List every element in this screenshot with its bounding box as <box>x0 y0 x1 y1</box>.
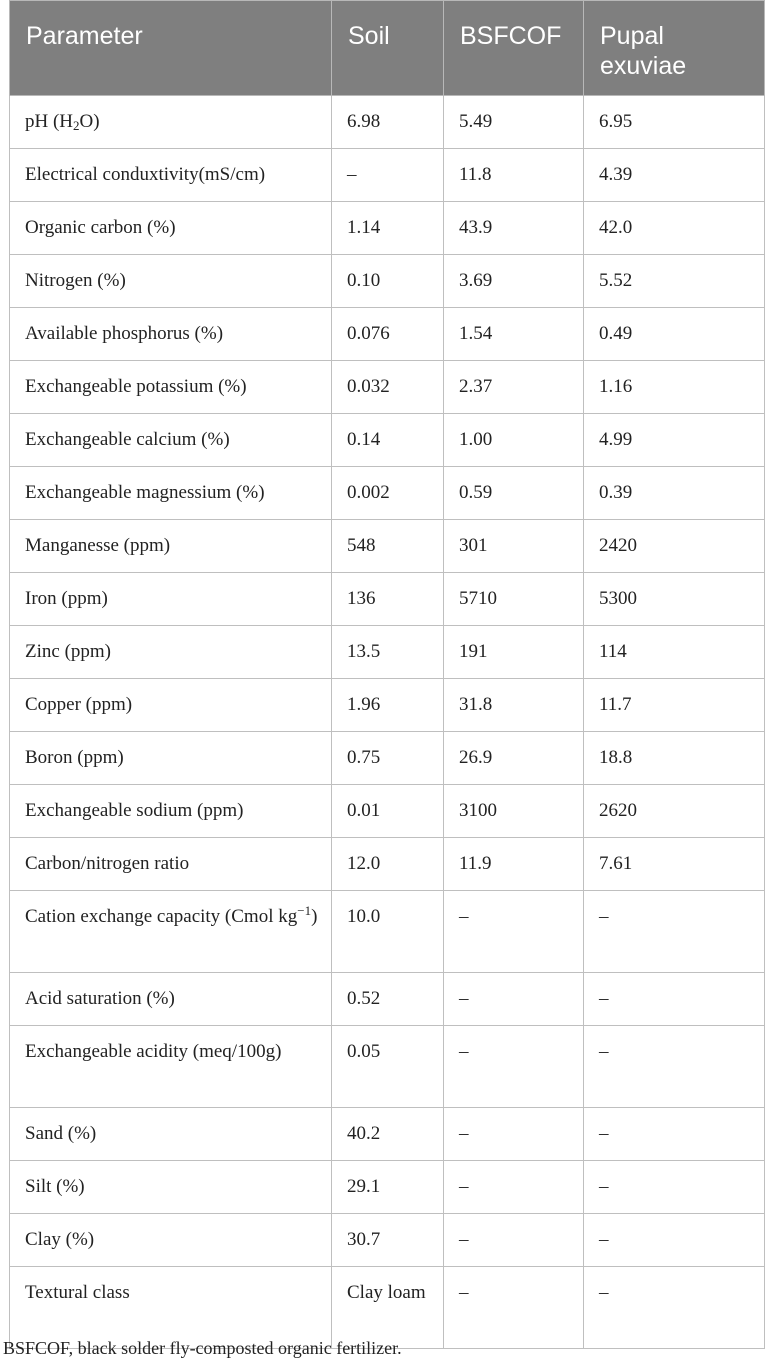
table-row <box>10 679 765 732</box>
cell-parameter-text: Cation exchange capacity (Cmol kg <box>25 906 298 927</box>
cell-bsfcof: 2.37 <box>444 361 584 414</box>
cell-soil: 1.96 <box>332 679 444 732</box>
cell-parameter: Copper (ppm) <box>10 679 332 732</box>
cell-parameter: Organic carbon (%) <box>10 202 332 255</box>
table-row <box>10 785 765 838</box>
cell-parameter-superscript: −1 <box>297 903 312 918</box>
cell-soil: 10.0 <box>332 891 444 973</box>
cell-soil: 30.7 <box>332 1214 444 1267</box>
cell-pupal-exuviae: 4.39 <box>584 149 765 202</box>
cell-parameter: Exchangeable calcium (%) <box>10 414 332 467</box>
cell-pupal-exuviae: – <box>584 1161 765 1214</box>
table-row <box>10 96 765 149</box>
cell-bsfcof: 3.69 <box>444 255 584 308</box>
cell-bsfcof: 301 <box>444 520 584 573</box>
cell-bsfcof: 1.54 <box>444 308 584 361</box>
cell-parameter-subscript: 2 <box>73 118 80 133</box>
cell-parameter-text: pH (H <box>25 111 74 132</box>
cell-parameter: Acid saturation (%) <box>10 973 332 1026</box>
cell-parameter: Textural class <box>10 1267 332 1349</box>
cell-bsfcof: – <box>444 1161 584 1214</box>
table-row <box>10 149 765 202</box>
cell-pupal-exuviae: 5300 <box>584 573 765 626</box>
table-row <box>10 1214 765 1267</box>
cell-bsfcof: 3100 <box>444 785 584 838</box>
header-bsfcof: BSFCOF <box>444 1 584 96</box>
cell-pupal-exuviae: 42.0 <box>584 202 765 255</box>
header-pupal-exuviae: Pupal exuviae <box>584 1 765 96</box>
cell-parameter: Carbon/nitrogen ratio <box>10 838 332 891</box>
table-container <box>9 0 764 1349</box>
table-row <box>10 520 765 573</box>
cell-pupal-exuviae: 6.95 <box>584 96 765 149</box>
cell-parameter <box>10 96 332 149</box>
cell-parameter: Available phosphorus (%) <box>10 308 332 361</box>
cell-parameter <box>10 891 332 973</box>
table-row <box>10 973 765 1026</box>
cell-pupal-exuviae: 7.61 <box>584 838 765 891</box>
cell-bsfcof: 5.49 <box>444 96 584 149</box>
cell-bsfcof: 11.9 <box>444 838 584 891</box>
table-row <box>10 255 765 308</box>
cell-bsfcof: 26.9 <box>444 732 584 785</box>
cell-soil: 40.2 <box>332 1108 444 1161</box>
cell-bsfcof: 1.00 <box>444 414 584 467</box>
cell-soil: 136 <box>332 573 444 626</box>
cell-soil: 29.1 <box>332 1161 444 1214</box>
cell-pupal-exuviae: – <box>584 1026 765 1108</box>
cell-parameter: Silt (%) <box>10 1161 332 1214</box>
cell-soil: 0.75 <box>332 732 444 785</box>
cell-parameter: Exchangeable sodium (ppm) <box>10 785 332 838</box>
cell-pupal-exuviae: 4.99 <box>584 414 765 467</box>
cell-parameter-text: O) <box>79 111 100 132</box>
table-row <box>10 1026 765 1108</box>
table-row <box>10 467 765 520</box>
cell-parameter-text: ) <box>311 906 318 927</box>
cell-soil: 0.076 <box>332 308 444 361</box>
table-row <box>10 1108 765 1161</box>
cell-bsfcof: 43.9 <box>444 202 584 255</box>
cell-soil: 0.10 <box>332 255 444 308</box>
table-row <box>10 626 765 679</box>
cell-pupal-exuviae: 5.52 <box>584 255 765 308</box>
cell-parameter: Sand (%) <box>10 1108 332 1161</box>
cell-pupal-exuviae: – <box>584 1214 765 1267</box>
cell-parameter: Electrical conduxtivity(mS/cm) <box>10 149 332 202</box>
header-soil: Soil <box>332 1 444 96</box>
cell-soil: 0.05 <box>332 1026 444 1108</box>
cell-soil: 0.002 <box>332 467 444 520</box>
cell-parameter: Exchangeable potassium (%) <box>10 361 332 414</box>
table-row <box>10 414 765 467</box>
cell-pupal-exuviae: 2420 <box>584 520 765 573</box>
soil-parameters-table <box>9 0 765 1349</box>
table-body <box>10 96 765 1349</box>
cell-soil: 6.98 <box>332 96 444 149</box>
cell-bsfcof: – <box>444 891 584 973</box>
table-row <box>10 1267 765 1349</box>
cell-soil: 0.14 <box>332 414 444 467</box>
cell-bsfcof: – <box>444 973 584 1026</box>
cell-parameter: Manganesse (ppm) <box>10 520 332 573</box>
cell-pupal-exuviae: 0.39 <box>584 467 765 520</box>
cell-bsfcof: – <box>444 1026 584 1108</box>
table-row <box>10 361 765 414</box>
table-header-row <box>10 1 765 96</box>
cell-bsfcof: 0.59 <box>444 467 584 520</box>
cell-bsfcof: – <box>444 1267 584 1349</box>
table-footnote: BSFCOF, black solder fly-composted organic fertilizer. <box>3 1338 402 1358</box>
table-row <box>10 838 765 891</box>
cell-bsfcof: 191 <box>444 626 584 679</box>
cell-soil: 13.5 <box>332 626 444 679</box>
table-row <box>10 573 765 626</box>
cell-parameter: Iron (ppm) <box>10 573 332 626</box>
cell-soil: 0.01 <box>332 785 444 838</box>
cell-bsfcof: – <box>444 1108 584 1161</box>
cell-pupal-exuviae: 11.7 <box>584 679 765 732</box>
cell-bsfcof: 11.8 <box>444 149 584 202</box>
cell-parameter: Exchangeable acidity (meq/100g) <box>10 1026 332 1108</box>
table-row <box>10 202 765 255</box>
cell-parameter: Zinc (ppm) <box>10 626 332 679</box>
cell-bsfcof: 5710 <box>444 573 584 626</box>
cell-soil: 0.52 <box>332 973 444 1026</box>
cell-parameter: Clay (%) <box>10 1214 332 1267</box>
cell-soil: Clay loam <box>332 1267 444 1349</box>
header-parameter: Parameter <box>10 1 332 96</box>
table-row <box>10 891 765 973</box>
cell-pupal-exuviae: – <box>584 891 765 973</box>
cell-bsfcof: 31.8 <box>444 679 584 732</box>
cell-pupal-exuviae: 1.16 <box>584 361 765 414</box>
cell-parameter: Exchangeable magnessium (%) <box>10 467 332 520</box>
cell-pupal-exuviae: 18.8 <box>584 732 765 785</box>
cell-pupal-exuviae: 0.49 <box>584 308 765 361</box>
cell-pupal-exuviae: 2620 <box>584 785 765 838</box>
cell-pupal-exuviae: – <box>584 1267 765 1349</box>
table-row <box>10 1161 765 1214</box>
cell-pupal-exuviae: – <box>584 973 765 1026</box>
cell-soil: 0.032 <box>332 361 444 414</box>
cell-pupal-exuviae: 114 <box>584 626 765 679</box>
table-row <box>10 732 765 785</box>
cell-bsfcof: – <box>444 1214 584 1267</box>
table-row <box>10 308 765 361</box>
cell-soil: 548 <box>332 520 444 573</box>
cell-soil: – <box>332 149 444 202</box>
cell-soil: 12.0 <box>332 838 444 891</box>
cell-parameter: Nitrogen (%) <box>10 255 332 308</box>
cell-soil: 1.14 <box>332 202 444 255</box>
cell-pupal-exuviae: – <box>584 1108 765 1161</box>
cell-parameter: Boron (ppm) <box>10 732 332 785</box>
